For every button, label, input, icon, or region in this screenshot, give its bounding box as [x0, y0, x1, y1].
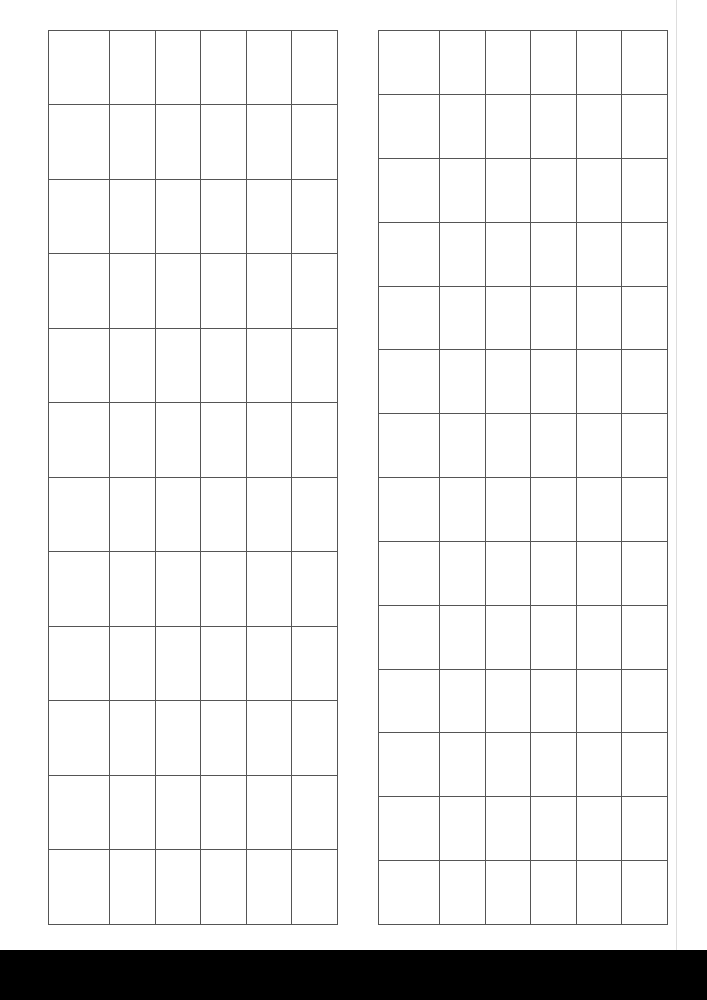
left-page-header — [20, 30, 44, 925]
left-statistics-table — [48, 30, 338, 925]
scan-margin — [676, 0, 707, 952]
left-page — [20, 30, 342, 925]
right-statistics-table — [378, 30, 668, 925]
scan-bottom-border — [0, 950, 707, 1000]
right-page-header — [350, 30, 374, 925]
right-page — [350, 30, 672, 925]
